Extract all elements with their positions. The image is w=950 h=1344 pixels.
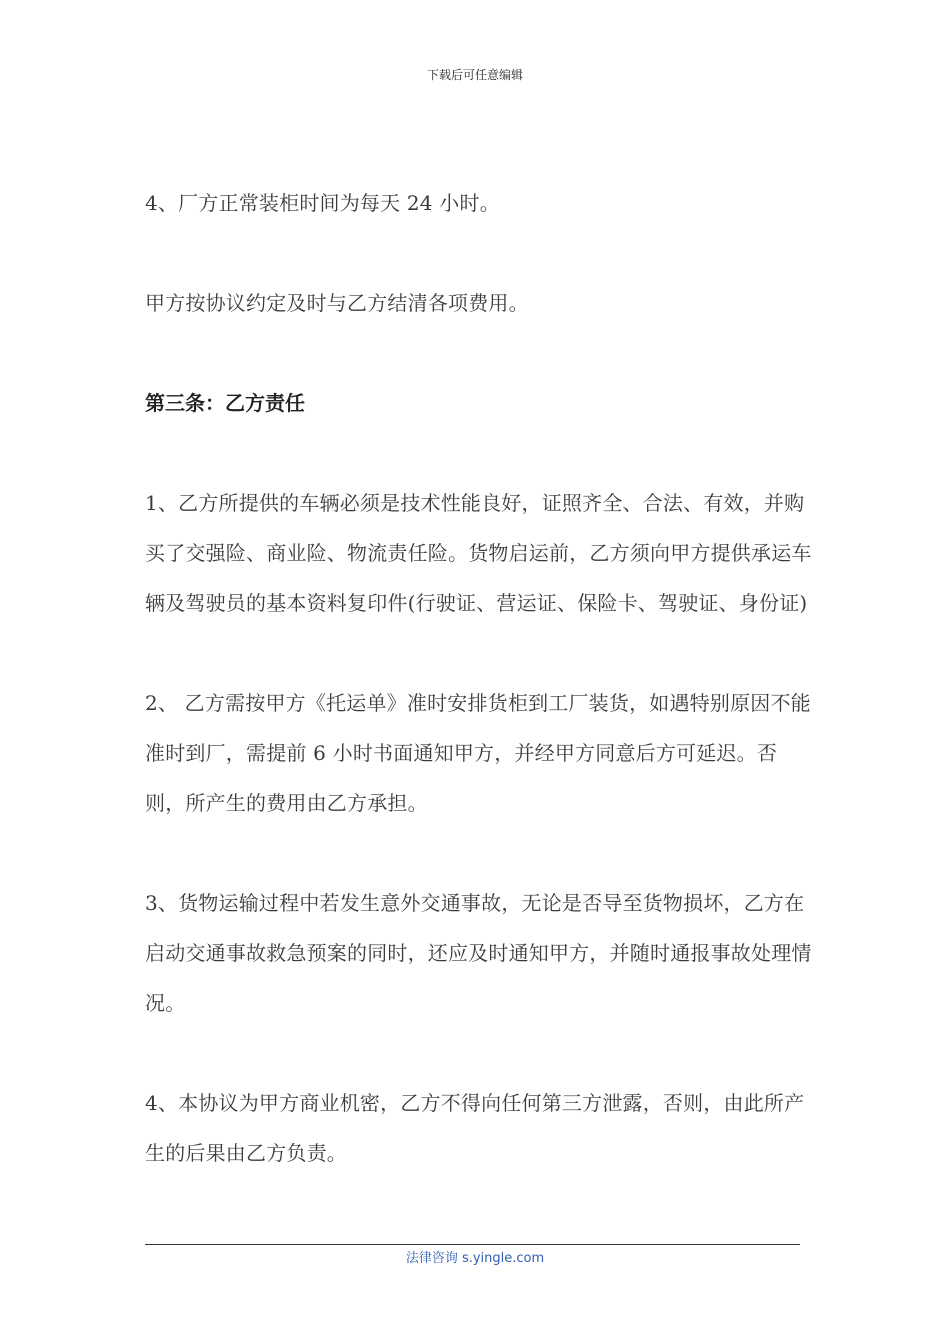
paragraph-payment: 甲方按协议约定及时与乙方结清各项费用。 [145, 291, 529, 315]
document-body [145, 178, 815, 1228]
footer-divider [145, 1244, 800, 1245]
paragraph-clause-3: 3、货物运输过程中若发生意外交通事故，无论是否导至货物损坏，乙方在启动交通事故救急预案的同时，还应及时通知甲方，并随时通报事故处理情况。 [145, 891, 812, 1015]
paragraph-clause-2: 2、 乙方需按甲方《托运单》准时安排货柜到工厂装货，如遇特别原因不能准时到厂，需提前 6 小时书面通知甲方，并经甲方同意后方可延迟。否则，所产生的费用由乙方承担。 [145, 691, 811, 815]
paragraph-clause-4: 4、本协议为甲方商业机密，乙方不得向任何第三方泄露，否则，由此所产生的后果由乙方负责。 [145, 1091, 805, 1165]
footer-link[interactable]: 法律咨询 s.yingle.com [405, 1251, 545, 1266]
section-heading: 第三条：乙方责任 [145, 391, 305, 415]
paragraph-loading-time: 4、厂方正常装柜时间为每天 24 小时。 [145, 191, 500, 215]
page-header: 下载后可任意编辑 [426, 68, 523, 82]
paragraph-clause-1: 1、乙方所提供的车辆必须是技术性能良好，证照齐全、合法、有效，并购买了交强险、商业险、物流责任险。货物启运前，乙方须向甲方提供承运车辆及驾驶员的基本资料复印件(行驶证、营运证、保险卡、驾驶证、身份证) [145, 491, 812, 615]
